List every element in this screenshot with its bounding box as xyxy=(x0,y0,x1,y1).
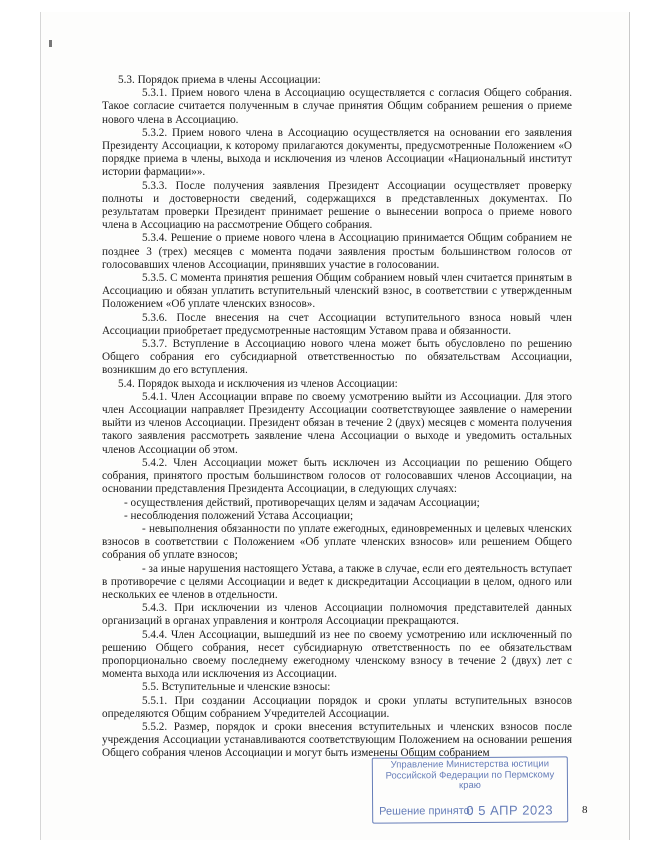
registration-stamp xyxy=(372,756,568,823)
page-number: 8 xyxy=(582,804,588,816)
stamp-organization: Управление Министерства юстиции Российской Федерации по Пермскому краю xyxy=(385,758,555,792)
clause-5-3-6: 5.3.6. После внесения на счет Ассоциации вступительного взноса новый член Ассоциации приобретает предусмотренные настоящим Уставом права и обязанности. xyxy=(102,311,572,337)
stamp-date: 0 5 АПР 2023 xyxy=(466,802,554,819)
list-item: - невыполнения обязанности по уплате ежегодных, единовременных и целевых членских взносов в соответствии с Положением «Об уплате членских взносов» или решением Общего собрания об уплате взносов; xyxy=(102,522,572,562)
clause-5-3-5: 5.3.5. С момента принятия решения Общим собранием новый член считается принятым в Ассоциацию и обязан уплатить вступительный членский взнос, в соответствии с утвержденным Положением «Об уплате членских взносов». xyxy=(102,272,572,311)
clause-5-3-3: 5.3.3. После получения заявления Президент Ассоциации осуществляет проверку полноты и достоверности сведений, содержащихся в представленных документах. По результатам проверки Президент принимает решение о вынесении вопроса о приеме нового члена в Ассоциацию на рассмотрение Общего собрания. xyxy=(102,179,572,232)
clause-5-4-4: 5.4.4. Член Ассоциации, вышедший из нее по своему усмотрению или исключенный по решению Общего собрания, несет субсидиарную ответственность по ее обязательствам пропорционально своему последнему ежегодному членскому взносу в течение 2 (двух) лет с момента выхода или исключения из Ассоциации. xyxy=(102,628,572,681)
clause-5-5-2: 5.5.2. Размер, порядок и сроки внесения вступительных и членских взносов после учреждения Ассоциации устанавливаются соответствующим Положением на основании решения Общего собрания членов Ассоциации и могут быть изменены Общим собранием xyxy=(102,720,572,760)
document-body xyxy=(102,74,572,761)
clause-5-4-1: 5.4.1. Член Ассоциации вправе по своему усмотрению выйти из Ассоциации. Для этого член Ассоциации направляет Президенту Ассоциации соответствующее заявление о намерении выйти из членов Ассоциации. Президент обязан в течение 2 (двух) месяцев с момента получения такого заявления рассмотреть заявление члена Ассоциации о выходе и уведомить остальных членов Ассоциации об этом. xyxy=(102,390,572,456)
clause-5-4-3: 5.4.3. При исключении из членов Ассоциации полномочия представителей данных организаций в органах управления и контроля Ассоциации прекращаются. xyxy=(102,602,572,628)
clause-5-3-7: 5.3.7. Вступление в Ассоциацию нового члена может быть обусловлено по решению Общего собрания его субсидиарной ответственностью по обязательствам Ассоциации, возникшим до его вступления. xyxy=(102,338,572,377)
clause-5-4-2: 5.4.2. Член Ассоциации может быть исключен из Ассоциации по решению Общего собрания, принятого простым большинством голосов от голосовавших членов Ассоциации, на основании представления Президента Ассоциации, в следующих случаях: xyxy=(102,456,572,496)
section-heading-5-3: 5.3. Порядок приема в члены Ассоциации: xyxy=(118,74,321,86)
list-item: - за иные нарушения настоящего Устава, а также в случае, если его деятельность вступает в противоречие с целями Ассоциации и ведет к дискредитации Ассоциации в целом, одного или нескольких ее членов в отдельности. xyxy=(102,562,572,601)
clause-5-3-2: 5.3.2. Прием нового члена в Ассоциацию осуществляется на основании его заявления Президенту Ассоциации, к которому прилагаются документы, предусмотренные Положением «О порядке приема в члены, выхода и исключения из членов Ассоциации «Национальный институт истории фармации»». xyxy=(102,126,572,179)
stamp-label: Решение принято: xyxy=(379,804,473,818)
clause-5-5-1: 5.5.1. При создании Ассоциации порядок и сроки уплаты вступительных взносов определяются Общим собранием Учредителей Ассоциации. xyxy=(102,694,572,720)
scan-edge-mark xyxy=(49,40,52,47)
clause-5-3-4: 5.3.4. Решение о приеме нового члена в Ассоциацию принимается Общим собранием не позднее 3 (трех) месяцев с момента подачи заявления простым большинством голосов от голосовавших членов Ассоциации, принявших участие в голосовании. xyxy=(102,232,572,271)
section-heading-5-4: 5.4. Порядок выхода и исключения из членов Ассоциации: xyxy=(118,377,398,390)
list-item: - несоблюдения положений Устава Ассоциации; xyxy=(124,509,354,522)
section-heading-5-5: 5.5. Вступительные и членские взносы: xyxy=(142,681,331,694)
clause-5-3-1: 5.3.1. Прием нового члена в Ассоциацию осуществляется с согласия Общего собрания. Такое согласие считается полученным в случае принятия Общим собранием решения о приеме нового члена в Ассоциацию. xyxy=(102,87,572,126)
list-item: - осуществления действий, противоречащих целям и задачам Ассоциации; xyxy=(124,496,480,509)
